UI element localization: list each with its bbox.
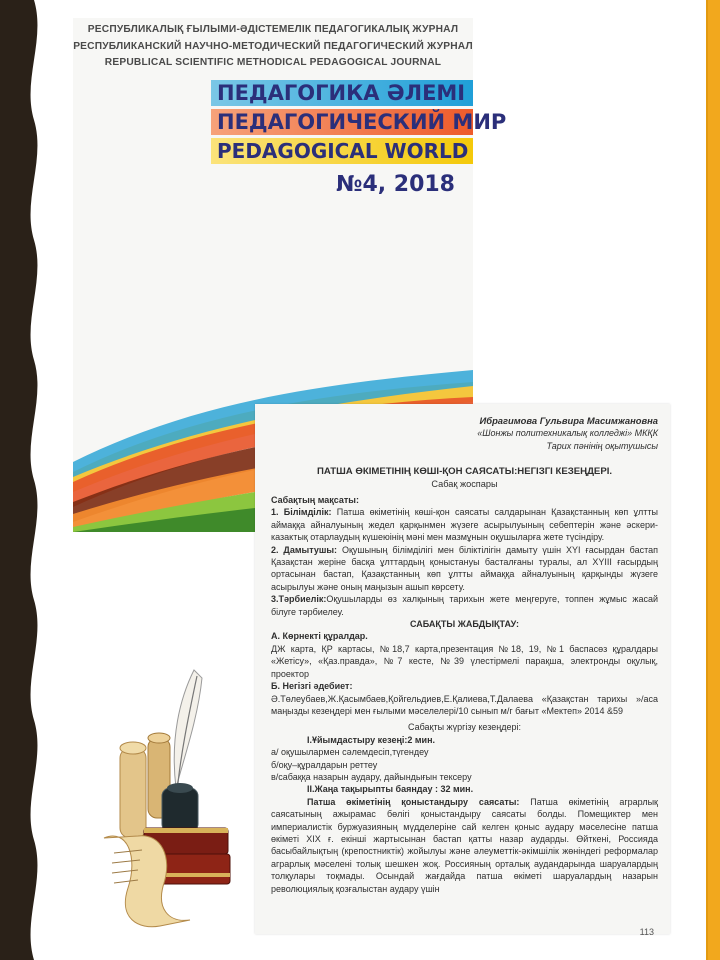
article-author: Ибрагимова Гульвира Масимжановна — [479, 415, 658, 426]
visual-aids-heading: А. Көрнекті құралдар. — [271, 631, 368, 642]
stage-1-item: а/ оқушылармен сәлемдесіп,түгендеу — [271, 747, 429, 758]
stage-1-item: в/сабаққа назарын аудару, дайындығын тексеру — [271, 771, 472, 782]
stage-2-heading: ІІ.Жаңа тақырыпты баяндау : 32 мин. — [307, 784, 474, 795]
article-page — [255, 404, 670, 937]
literature-text: Ә.Төлеубаев,Ж.Қасымбаев,Қойгельдиев,Е.Қалиева,Т.Далаева «Қазақстан тарихы »/аса маңызды кезеңдері мен ғылыми мәселелері/10 сынып м/г бағыт «Мектеп» 2014 &59 — [271, 693, 658, 716]
stage-1-item: б/оқу–құралдарын реттеу — [271, 759, 378, 770]
equipment-heading: САБАҚТЫ ЖАБДЫҚТАУ: — [410, 619, 519, 630]
decorative-right-line — [706, 0, 708, 960]
body-label: Патша өкіметінің қоныстандыру саясаты: — [307, 796, 520, 807]
goal-1-label: 1. Білімділік: — [271, 507, 332, 518]
goal-3-text: Оқушыларды өз халқының тарихын жете меңгеруге, топпен жұмыс жасай білуге тәрбиелеу. — [271, 594, 658, 617]
goal-2-text: Оқушының білімділігі мен біліктілігін дамыту үшін XYI ғасырдан бастап Қазақстан жеріне басқа ұлттардың қоныстануы басталғаны туралы, ал XYIII ғасырдың ортасынан бастап, Қазақстанның көп ұлтты аймаққа айналуының қарқынды жүзеге асырылуы және оның маңызын ашып көрсету. — [271, 544, 659, 592]
decorative-wave-border — [0, 0, 52, 960]
cover-issue-number: №4, 2018 — [335, 172, 455, 197]
cover-title-ru: ПЕДАГОГИЧЕСКИЙ МИР — [211, 109, 473, 135]
cover-header-line-en: REPUBLICAL SCIENTIFIC METHODICAL PEDAGOGICAL JOURNAL — [104, 57, 442, 68]
goal-3-label: 3.Тәрбиелік: — [271, 594, 327, 605]
body-paragraph — [271, 796, 658, 895]
goal-1-text: Патша өкіметінің көші-қон саясаты салдарынан Қазақстанның көп ұлтты аймаққа айналуының жедел қарқынмен жүзеге асырылуының себептерін және әскери-казактық отарлаудың күшеюінің мәні мен мазмұнын оқушыларға жете түсіндіру. — [271, 507, 658, 543]
article-author-role: Тарих пәнінің оқытушысы — [546, 441, 658, 451]
goals-heading: Сабақтың мақсаты: — [271, 495, 359, 505]
goal-1 — [271, 506, 658, 543]
decorative-right-stripe — [708, 0, 720, 960]
goal-3 — [271, 593, 658, 618]
stage-1-heading: І.Ұйымдастыру кезеңі:2 мин. — [307, 734, 436, 745]
goal-2-label: 2. Дамытушы: — [271, 544, 338, 555]
cover-header — [73, 22, 473, 72]
cover-header-line-kz: РЕСПУБЛИКАЛЫҚ ҒЫЛЫМИ-ӘДІСТЕМЕЛІК ПЕДАГОГИКАЛЫҚ ЖУРНАЛ — [87, 24, 459, 35]
literature-heading: Б. Негізгі әдебиет: — [271, 681, 353, 692]
stages-heading: Сабақты жүргізу кезеңдері: — [407, 722, 522, 733]
cover-header-line-ru: РЕСПУБЛИКАНСКИЙ НАУЧНО-МЕТОДИЧЕСКИЙ ПЕДАГОГИЧЕСКИЙ ЖУРНАЛ — [73, 40, 473, 52]
article-college: «Шонжы политехникалық колледжі» МКҚК — [477, 428, 658, 438]
page-number: 113 — [639, 926, 654, 937]
article-title: ПАТША ӨКІМЕТІНІҢ КӨШІ-ҚОН САЯСАТЫ:НЕГІЗГІ КЕЗЕҢДЕРІ. — [316, 466, 613, 477]
visual-aids-text: ДЖ карта, ҚР картасы, №18,7 карта,презентация №18, 19, №1 баспасөз құралдары «Жетісу», «Қаз.правда», №7 кесте, №39 үлестірмелі парақша, электронды оқулық, проектор — [271, 643, 658, 679]
cover-title-kz: ПЕДАГОГИКА ӘЛЕМІ — [211, 80, 473, 106]
article-subtitle: Сабақ жоспары — [431, 479, 498, 489]
cover-title-en: PEDAGOGICAL WORLD — [211, 138, 473, 164]
goal-2 — [271, 544, 658, 594]
body-text: Патша өкіметінің аграрлық саясатының ажырамас бөлігі қоныстандыру саясаты болды. Помещиктер мен империалистік буржуазияның мүдделеріне сай келген қоныс аудару мәселесіне патша өкіметі XIX ғ. екінші жартысынан бастап қатты назар аударды. Өйткені, Россияда басыбайлықтың (крепостниктік) жойылуы және әлеуметтік-әкімшілік жөніндегі реформалар аграрлық мәселені толық шешкен жоқ. Россияның орталық аудандарында шаруалардың толқулары тоқмады. Осындай жағдайда патша өкіметі шаруалардың назарын революциялық қозғалыстан аудару үшін — [271, 796, 658, 894]
quill-inkwell-illustration — [98, 668, 238, 938]
